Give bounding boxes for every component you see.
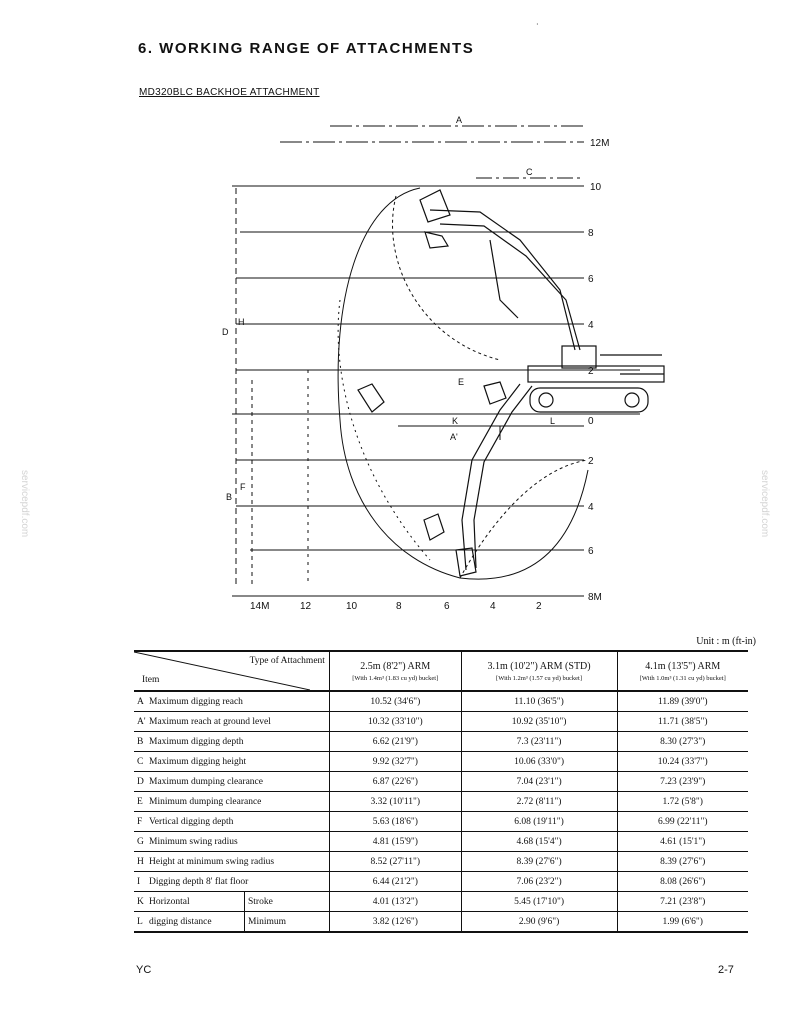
col-2-title: 3.1m (10'2") ARM (STD) <box>487 660 591 672</box>
row-value: 5.45 (17'10") <box>461 892 617 912</box>
header-col-2 <box>461 651 617 691</box>
scale-label-6: 6 <box>588 274 594 285</box>
row-value: 7.3 (23'11") <box>461 732 617 752</box>
row-value: 8.08 (26'6") <box>617 872 748 892</box>
row-label: Maximum reach at ground level <box>149 716 271 727</box>
letter-a: A <box>456 115 463 125</box>
horizontal-label-top <box>134 892 245 912</box>
letter-f: F <box>240 482 246 492</box>
table-row <box>134 812 748 832</box>
row-value: 10.06 (33'0") <box>461 752 617 772</box>
bottom-label-6: 6 <box>444 601 450 612</box>
col-3-sub: [With 1.0m³ (1.31 cu yd) bucket] <box>639 674 726 682</box>
dimension-lines <box>232 126 640 596</box>
row-letter: I <box>137 876 141 887</box>
excavator-body <box>528 346 664 412</box>
scale-label-10: 10 <box>590 182 602 193</box>
scale-label-neg6: 6 <box>588 546 594 557</box>
row-label: Minimum swing radius <box>149 836 238 847</box>
header-col-3 <box>617 651 748 691</box>
table-row-stroke <box>134 892 748 912</box>
row-letter: B <box>137 736 144 747</box>
row-letter: A' <box>137 716 146 727</box>
row-item <box>134 852 329 872</box>
row-letter: C <box>137 756 144 767</box>
letter-a-prime: A' <box>450 432 458 442</box>
row-letter: G <box>137 836 144 847</box>
row-item <box>134 812 329 832</box>
minimum-label: Minimum <box>245 912 330 933</box>
row-value: 4.81 (15'9") <box>329 832 461 852</box>
row-value: 4.01 (13'2") <box>329 892 461 912</box>
row-value: 6.08 (19'11") <box>461 812 617 832</box>
scale-label-neg4: 4 <box>588 502 594 513</box>
letter-b: B <box>226 492 233 502</box>
header-item-label: Item <box>142 675 160 685</box>
row-value: 3.32 (10'11") <box>329 792 461 812</box>
row-value: 3.82 (12'6") <box>329 912 461 933</box>
letter-h: H <box>238 317 245 327</box>
letter-d: D <box>222 327 229 337</box>
row-item <box>134 832 329 852</box>
scale-label-2: 2 <box>588 366 594 377</box>
row-item <box>134 752 329 772</box>
table-row <box>134 691 748 712</box>
row-item <box>134 792 329 812</box>
table-row <box>134 712 748 732</box>
row-letter: A <box>137 696 144 707</box>
row-value: 8.52 (27'11") <box>329 852 461 872</box>
page-speck: · <box>536 20 539 29</box>
header-diagonal-cell <box>134 651 329 691</box>
horizontal-label-bottom <box>134 912 245 933</box>
row-value: 8.39 (27'6") <box>461 852 617 872</box>
col-1-sub: [With 1.4m³ (1.83 cu yd) bucket] <box>352 674 439 682</box>
unit-note: Unit : m (ft-in) <box>696 636 756 647</box>
row-value: 7.04 (23'1") <box>461 772 617 792</box>
row-value: 11.89 (39'0") <box>617 691 748 712</box>
bottom-label-14m: 14M <box>250 601 270 612</box>
row-item <box>134 691 329 712</box>
row-value: 5.63 (18'6") <box>329 812 461 832</box>
row-value: 8.39 (27'6") <box>617 852 748 872</box>
row-item <box>134 732 329 752</box>
page-number: 2-7 <box>718 964 734 976</box>
row-value: 11.71 (38'5") <box>617 712 748 732</box>
bottom-label-10: 10 <box>346 601 358 612</box>
dimension-letters <box>222 115 555 502</box>
row-value: 10.92 (35'10") <box>461 712 617 732</box>
col-3-title: 4.1m (13'5") ARM <box>645 660 721 672</box>
row-value: 1.72 (5'8") <box>617 792 748 812</box>
row-value: 11.10 (36'5") <box>461 691 617 712</box>
col-1-title: 2.5m (8'2") ARM <box>360 660 431 672</box>
table-row <box>134 752 748 772</box>
stroke-label: Stroke <box>245 892 330 912</box>
row-letter: E <box>137 796 143 807</box>
row-item <box>134 872 329 892</box>
row-value: 6.87 (22'6") <box>329 772 461 792</box>
bottom-scale-labels <box>250 601 542 612</box>
row-letter: H <box>137 856 144 867</box>
scale-label-8: 8 <box>588 228 594 239</box>
table-row <box>134 732 748 752</box>
row-value: 4.61 (15'1") <box>617 832 748 852</box>
row-label: Maximum digging reach <box>149 696 243 707</box>
table-header-row <box>134 651 748 691</box>
row-item <box>134 712 329 732</box>
row-label: Minimum dumping clearance <box>149 796 262 807</box>
row-label: Digging depth 8' flat floor <box>149 876 249 887</box>
horizontal-label-2: digging distance <box>149 916 212 927</box>
row-value: 10.52 (34'6") <box>329 691 461 712</box>
table-row <box>134 852 748 872</box>
row-letter-k: K <box>137 896 144 907</box>
horizontal-label-1: Horizontal <box>149 896 190 907</box>
table-row-minimum <box>134 912 748 933</box>
row-label: Height at minimum swing radius <box>149 856 275 867</box>
row-value: 10.24 (33'7") <box>617 752 748 772</box>
bottom-label-12: 12 <box>300 601 312 612</box>
row-value: 9.92 (32'7") <box>329 752 461 772</box>
section-title: 6. WORKING RANGE OF ATTACHMENTS <box>138 40 475 57</box>
letter-k: K <box>452 416 459 426</box>
row-label: Vertical digging depth <box>149 816 234 827</box>
row-value: 8.30 (27'3") <box>617 732 748 752</box>
boom-arm-linkage <box>358 190 580 576</box>
watermark-right: servicepdf.com <box>759 470 770 538</box>
table-row <box>134 832 748 852</box>
scale-label-8m: 8M <box>588 592 602 603</box>
row-letter-l: L <box>137 916 143 927</box>
row-letter: D <box>137 776 144 787</box>
watermark-left: servicepdf.com <box>19 470 30 538</box>
row-letter: F <box>137 816 143 827</box>
row-value: 6.44 (21'2") <box>329 872 461 892</box>
letter-c: C <box>526 167 533 177</box>
scale-label-4: 4 <box>588 320 594 331</box>
row-value: 6.99 (22'11") <box>617 812 748 832</box>
row-value: 2.90 (9'6") <box>461 912 617 933</box>
scale-label-neg2: 2 <box>588 456 594 467</box>
scale-label-0: 0 <box>588 416 594 427</box>
col-2-sub: [With 1.2m³ (1.57 cu yd) bucket] <box>496 674 583 682</box>
row-value: 10.32 (33'10") <box>329 712 461 732</box>
scale-label-12m: 12M <box>590 138 610 149</box>
footer-code: YC <box>136 964 152 976</box>
bottom-label-8: 8 <box>396 601 402 612</box>
row-value: 4.68 (15'4") <box>461 832 617 852</box>
header-type-label: Type of Attachment <box>249 656 325 666</box>
row-value: 2.72 (8'11") <box>461 792 617 812</box>
row-label: Maximum digging height <box>149 756 247 767</box>
letter-e: E <box>458 377 465 387</box>
row-value: 7.21 (23'8") <box>617 892 748 912</box>
row-value: 1.99 (6'6") <box>617 912 748 933</box>
attachment-subtitle: MD320BLC BACKHOE ATTACHMENT <box>139 87 320 98</box>
table-row <box>134 792 748 812</box>
row-value: 7.06 (23'2") <box>461 872 617 892</box>
working-range-table <box>134 650 748 933</box>
row-label: Maximum dumping clearance <box>149 776 263 787</box>
bottom-label-2: 2 <box>536 601 542 612</box>
table-row <box>134 772 748 792</box>
row-label: Maximum digging depth <box>149 736 244 747</box>
row-value: 7.23 (23'9") <box>617 772 748 792</box>
letter-l: L <box>550 416 556 426</box>
header-col-1 <box>329 651 461 691</box>
bottom-label-4: 4 <box>490 601 496 612</box>
table-row <box>134 872 748 892</box>
row-value: 6.62 (21'9") <box>329 732 461 752</box>
row-item <box>134 772 329 792</box>
